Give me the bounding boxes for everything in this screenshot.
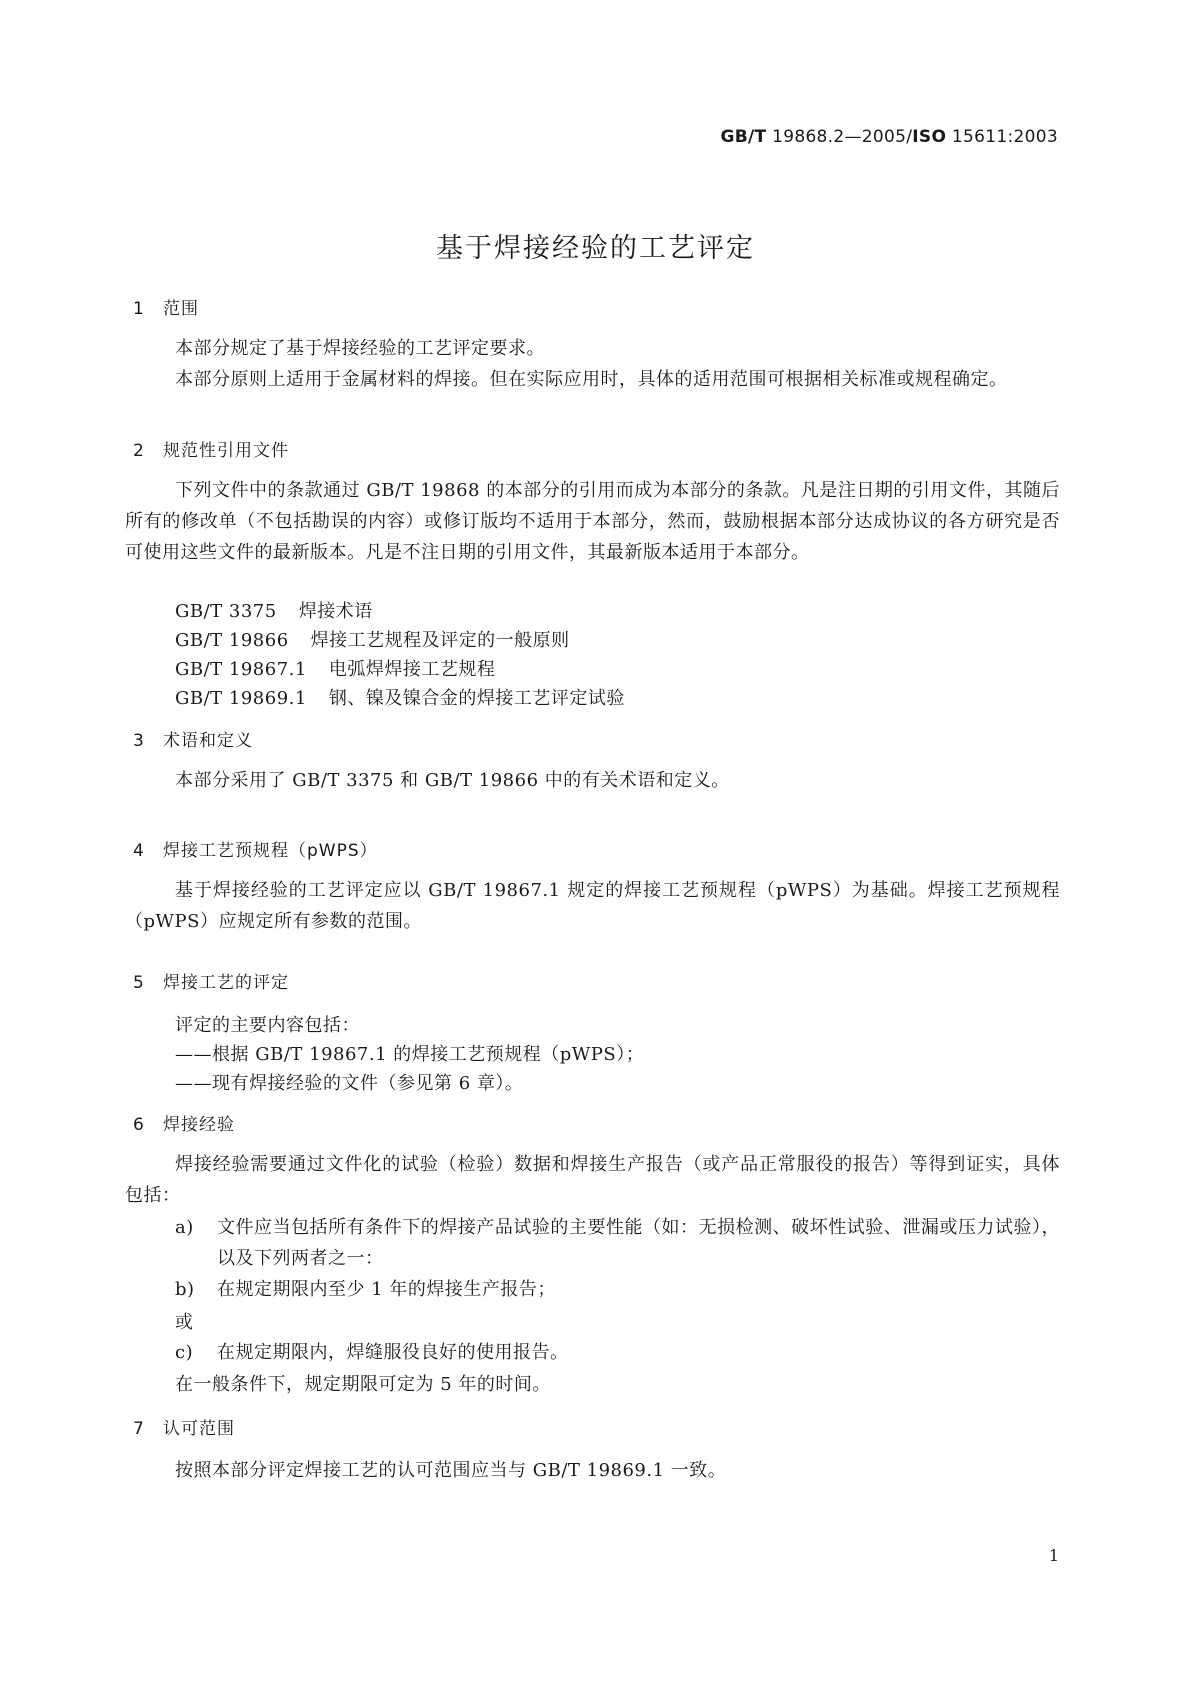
section-1-paragraph-2: 本部分原则上适用于金属材料的焊接。但在实际应用时，具体的适用范围可根据相关标准或规程确定。	[175, 369, 1008, 390]
section-number: 1	[133, 299, 145, 319]
section-4-paragraph-1: 基于焊接经验的工艺评定应以 GB/T 19867.1 规定的焊接工艺预规程（pWPS）为基础。焊接工艺预规程（pWPS）应规定所有参数的范围。	[125, 880, 1060, 932]
section-title: 认可范围	[163, 1419, 235, 1439]
list-item-text: 在规定期限内，焊缝服役良好的使用报告。	[217, 1342, 569, 1363]
list-item	[175, 1274, 1060, 1305]
dash-list-item: ——现有焊接经验的文件（参见第 6 章）。	[175, 1073, 524, 1094]
list-item	[175, 1212, 1060, 1274]
section-3-paragraph-1: 本部分采用了 GB/T 3375 和 GB/T 19866 中的有关术语和定义。	[175, 770, 730, 791]
reference-item	[175, 655, 495, 681]
section-title: 焊接经验	[163, 1115, 235, 1135]
section-5-paragraph-1: 评定的主要内容包括：	[175, 1015, 360, 1036]
list-item-text: 文件应当包括所有条件下的焊接产品试验的主要性能（如：无损检测、破坏性试验、泄漏或压力试验），以及下列两者之一：	[217, 1217, 1060, 1269]
reference-item	[175, 684, 625, 710]
section-title: 焊接工艺预规程（pWPS）	[163, 841, 378, 861]
section-1-paragraph-1: 本部分规定了基于焊接经验的工艺评定要求。	[175, 338, 545, 359]
reference-title: 钢、镍及镍合金的焊接工艺评定试验	[328, 688, 625, 709]
section-number: 4	[133, 841, 145, 861]
section-7-heading	[133, 1414, 235, 1439]
standard-number-header	[720, 127, 1058, 147]
std-prefix: GB/T	[720, 127, 767, 147]
section-2-paragraph-1: 下列文件中的条款通过 GB/T 19868 的本部分的引用而成为本部分的条款。凡是注日期的引用文件，其随后所有的修改单（不包括勘误的内容）或修订版均不适用于本部分，然而，鼓励根据本部分达成协议的各方研究是否可使用这些文件的最新版本。凡是不注日期的引用文件，其最新版本适用于本部分。	[125, 480, 1060, 563]
section-title: 术语和定义	[163, 731, 253, 751]
list-marker: c)	[175, 1342, 194, 1363]
reference-item	[175, 597, 373, 623]
reference-code: GB/T 3375	[175, 601, 277, 622]
section-number: 5	[133, 973, 145, 993]
list-item	[175, 1337, 1060, 1368]
section-4-heading	[133, 836, 378, 861]
section-1-heading	[133, 294, 199, 319]
section-number: 6	[133, 1115, 145, 1135]
reference-code: GB/T 19869.1	[175, 688, 307, 709]
list-item-text: 在规定期限内至少 1 年的焊接生产报告；	[217, 1279, 556, 1300]
section-title: 规范性引用文件	[163, 441, 289, 461]
document-title: 基于焊接经验的工艺评定	[436, 233, 755, 264]
section-number: 3	[133, 731, 145, 751]
std-number: 19868.2—2005/	[766, 127, 913, 147]
reference-code: GB/T 19866	[175, 630, 289, 651]
reference-title: 焊接工艺规程及评定的一般原则	[310, 630, 570, 651]
page-number: 1	[1048, 1546, 1059, 1565]
reference-code: GB/T 19867.1	[175, 659, 307, 680]
dash-list-item: ——根据 GB/T 19867.1 的焊接工艺预规程（pWPS）；	[175, 1044, 645, 1065]
or-connector: 或	[175, 1312, 194, 1333]
section-6-closing: 在一般条件下，规定期限可定为 5 年的时间。	[175, 1374, 551, 1395]
reference-title: 焊接术语	[298, 601, 373, 622]
reference-item	[175, 626, 570, 652]
section-number: 7	[133, 1419, 145, 1439]
section-7-paragraph-1: 按照本部分评定焊接工艺的认可范围应当与 GB/T 19869.1 一致。	[175, 1460, 727, 1481]
list-marker: b)	[175, 1279, 195, 1300]
reference-title: 电弧焊焊接工艺规程	[328, 659, 496, 680]
section-5-heading	[133, 968, 289, 993]
iso-number: 15611:2003	[946, 127, 1058, 147]
section-title: 焊接工艺的评定	[163, 973, 289, 993]
section-2-heading	[133, 436, 289, 461]
section-title: 范围	[163, 299, 199, 319]
section-6-paragraph-1: 焊接经验需要通过文件化的试验（检验）数据和焊接生产报告（或产品正常服役的报告）等得到证实，具体包括：	[125, 1154, 1060, 1206]
iso-prefix: ISO	[912, 127, 947, 147]
list-marker: a)	[175, 1217, 194, 1238]
section-3-heading	[133, 726, 253, 751]
section-6-heading	[133, 1110, 235, 1135]
section-number: 2	[133, 441, 145, 461]
